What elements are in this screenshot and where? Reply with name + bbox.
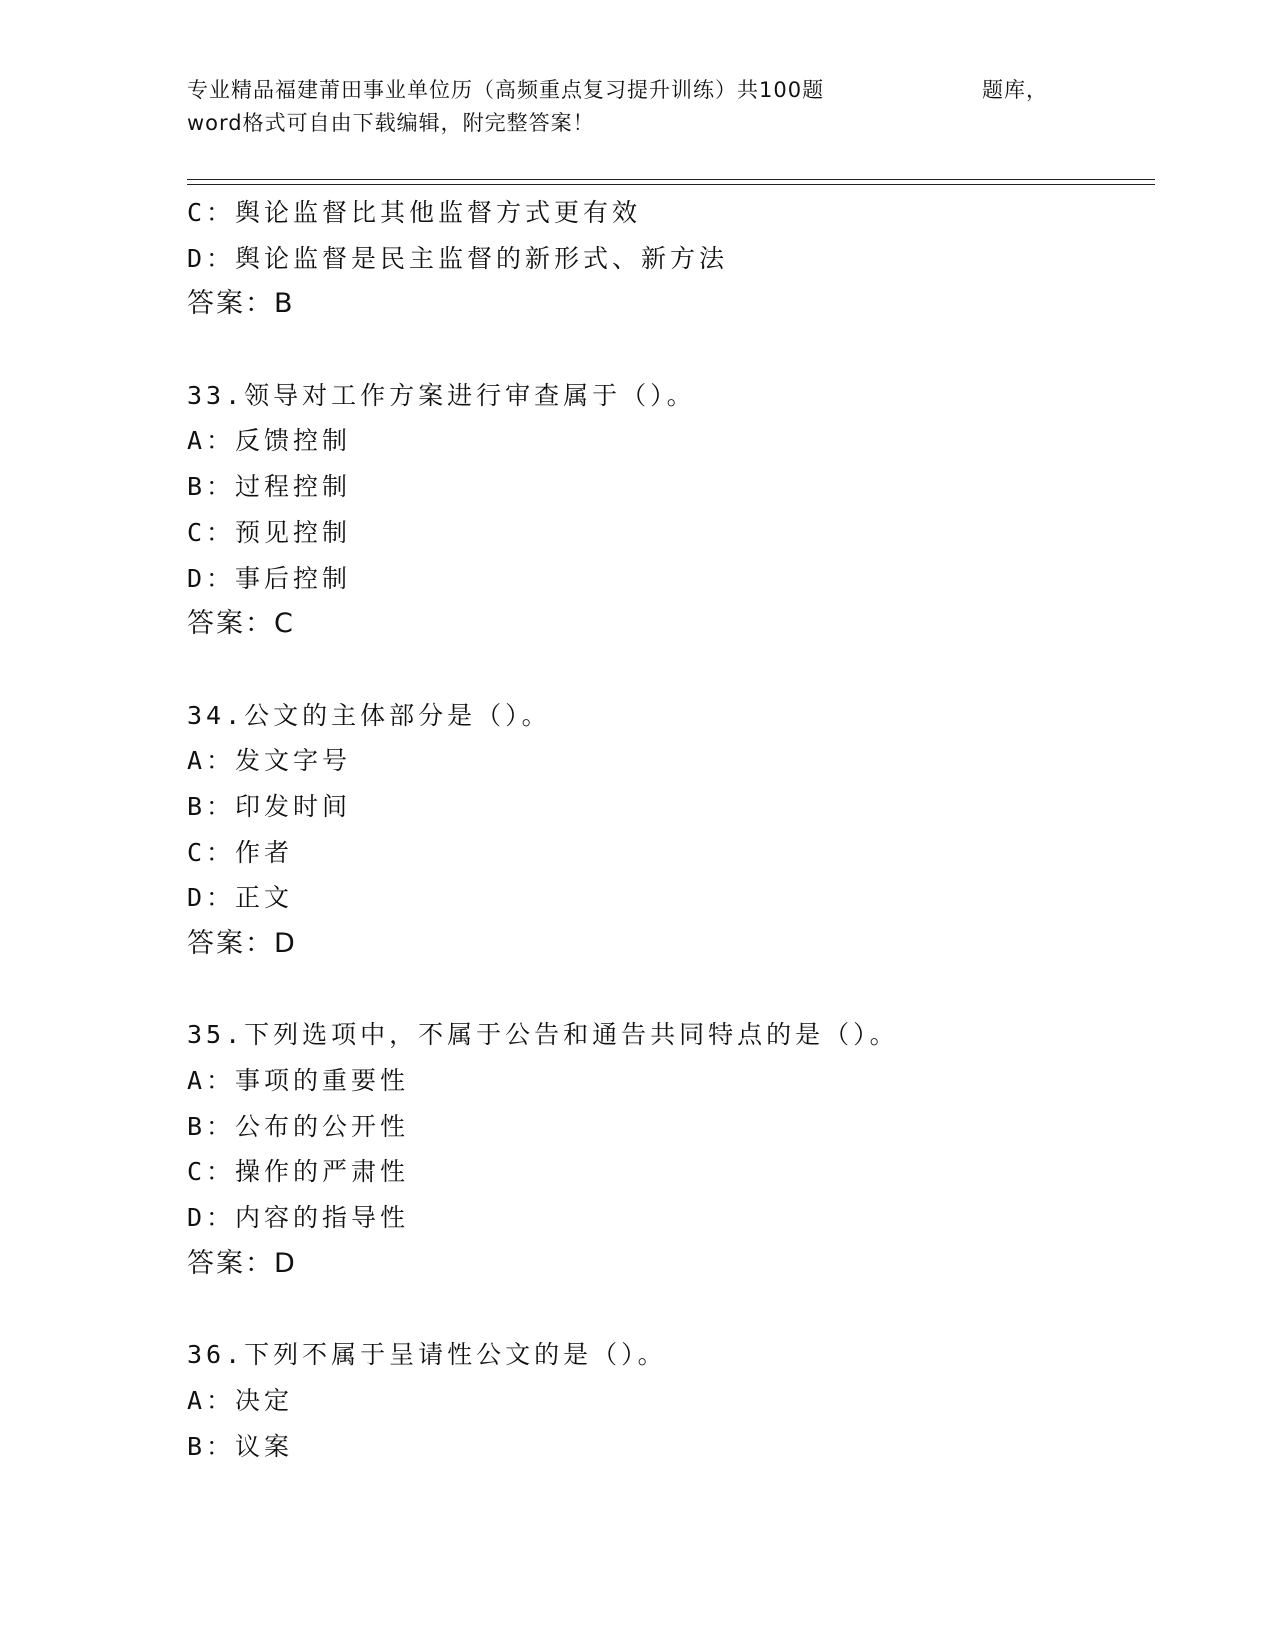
question-list [187, 190, 1147, 1469]
header-divider-top [187, 179, 1155, 180]
option-a: A：决定 [187, 1385, 294, 1415]
option-c: C：舆论监督比其他监督方式更有效 [187, 198, 642, 227]
header-title-suffix: 题库， [982, 78, 1048, 102]
question-35 [187, 1012, 1147, 1286]
question-36 [187, 1332, 1147, 1469]
header-line-1 [187, 74, 1047, 107]
question-stem: 34.公文的主体部分是（）。 [187, 700, 551, 730]
spacer [187, 647, 1147, 693]
spacer [187, 967, 1147, 1013]
option-b: B：印发时间 [187, 791, 352, 821]
header-subtitle: word格式可自由下载编辑，附完整答案！ [187, 111, 595, 135]
option-a: A：事项的重要性 [187, 1066, 410, 1096]
option-b: B：公布的公开性 [187, 1111, 410, 1141]
option-d: D：内容的指导性 [187, 1203, 410, 1233]
option-c: C：预见控制 [187, 517, 352, 547]
answer-label: 答案：D [187, 928, 297, 959]
question-34 [187, 693, 1147, 967]
option-d: D：事后控制 [187, 563, 352, 593]
question-33 [187, 373, 1147, 647]
option-a: A：发文字号 [187, 746, 352, 776]
question-fragment [187, 190, 1147, 327]
option-a: A：反馈控制 [187, 426, 352, 456]
question-stem: 33.领导对工作方案进行审查属于（）。 [187, 380, 696, 410]
question-stem: 36.下列不属于呈请性公文的是（）。 [187, 1340, 667, 1370]
header-divider-bottom [187, 184, 1155, 185]
spacer [187, 327, 1147, 373]
answer-label: 答案：C [187, 608, 295, 640]
answer-label: 答案：D [187, 1247, 297, 1279]
answer-label: 答案：B [187, 288, 295, 320]
option-b: B：过程控制 [187, 472, 352, 502]
question-stem: 35.下列选项中，不属于公告和通告共同特点的是（）。 [187, 1020, 899, 1050]
option-c: C：操作的严肃性 [187, 1157, 410, 1187]
option-d: D：正文 [187, 883, 294, 913]
option-b: B：议案 [187, 1431, 294, 1461]
option-d: D：舆论监督是民主监督的新形式、新方法 [187, 243, 729, 273]
document-header [187, 74, 1047, 140]
spacer [187, 1287, 1147, 1333]
header-title: 专业精品福建莆田事业单位历（高频重点复习提升训练）共100题 [187, 78, 825, 102]
option-c: C：作者 [187, 837, 294, 867]
